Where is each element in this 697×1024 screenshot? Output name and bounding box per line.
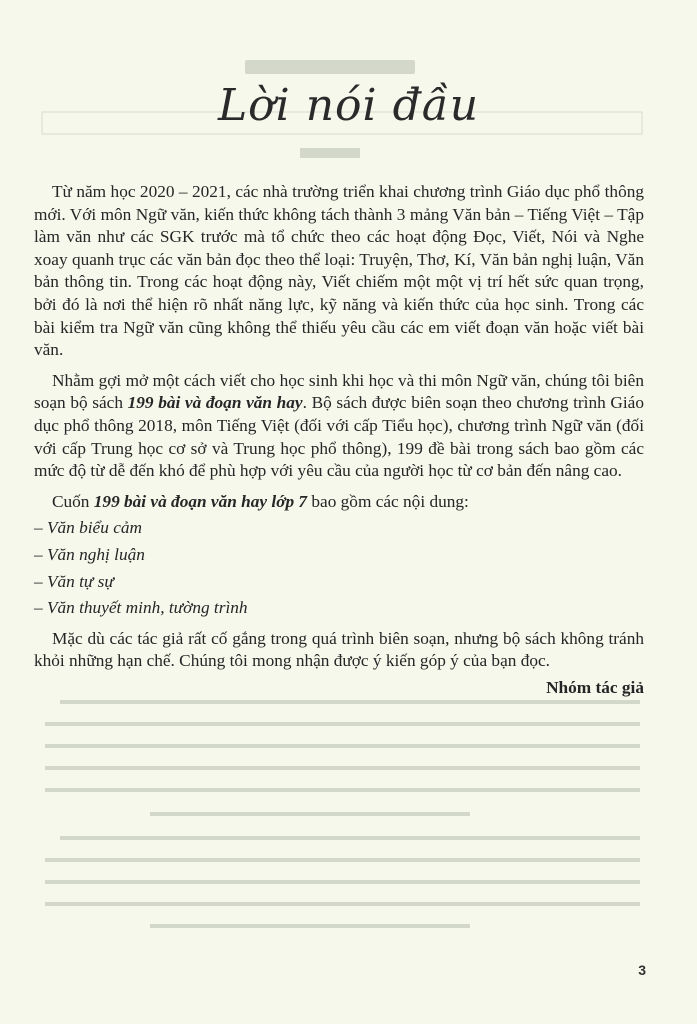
paragraph-closing-text: Mặc dù các tác giả rất cố gắng trong quá trình biên soạn, nhưng bộ sách không tránh khỏi những hạn chế. Chúng tôi mong nhận được ý kiến góp ý của bạn đọc. [34, 628, 644, 671]
list-item: – Văn nghị luận [34, 544, 145, 564]
list-item: – Văn tự sự [34, 571, 114, 591]
page-number: 3 [638, 962, 646, 978]
signature: Nhóm tác giả [546, 677, 644, 697]
book-series-title: 199 bài và đoạn văn hay [127, 393, 303, 413]
paragraph-intro-text: Từ năm học 2020 – 2021, các nhà trường triển khai chương trình Giáo dục phổ thông mới. Với môn Ngữ văn, kiến thức không tách thành 3 mảng Văn bản – Tiếng Việt – Tập làm văn như các SGK trước mà tổ chức theo các hoạt động Đọc, Viết, Nói và Nghe xoay quanh trục các văn bản đọc theo thể loại: Truyện, Thơ, Kí, Văn bản nghị luận, Văn bản thông tin. Trong các hoạt động này, Viết chiếm một một vị trí hết sức quan trọng, bởi đó là nơi thể hiện rõ nhất năng lực, kỹ năng và kiến thức của học sinh. Trong các bài kiểm tra Ngữ văn cũng không thể thiếu yêu cầu các em viết đoạn văn hoặc viết bài văn. [34, 182, 644, 360]
paragraph-closing [34, 628, 644, 673]
paragraph-purpose-lead: Nhằm gợi mở một cách viết cho học sinh khi học và thi môn Ngữ văn, chúng tôi biên soạn bộ sách [34, 370, 644, 413]
paragraph-intro [34, 181, 644, 362]
preface-body [34, 181, 644, 699]
list-item: – Văn biểu cảm [34, 518, 142, 538]
paragraph-purpose-rest: . Bộ sách được biên soạn theo chương trình Giáo dục phổ thông 2018, môn Tiếng Việt (đối với cấp Tiểu học), chương trình Ngữ văn (đối với cấp Trung học cơ sở và Trung học phổ thông), 199 đề bài trong sách bao gồm các mức độ từ dễ đến khó để phù hợp với yêu cầu của người học từ cơ bản đến nâng cao. [34, 393, 644, 481]
paragraph-contents-lead: Cuốn [52, 491, 94, 511]
list-item: – Văn thuyết minh, tường trình [34, 598, 248, 618]
paragraph-contents-rest: bao gồm các nội dung: [307, 491, 469, 511]
page-title: Lời nói đầu [217, 80, 480, 131]
paragraph-purpose [34, 370, 644, 483]
book-title: 199 bài và đoạn văn hay lớp 7 [93, 491, 308, 511]
paragraph-contents [34, 491, 644, 514]
